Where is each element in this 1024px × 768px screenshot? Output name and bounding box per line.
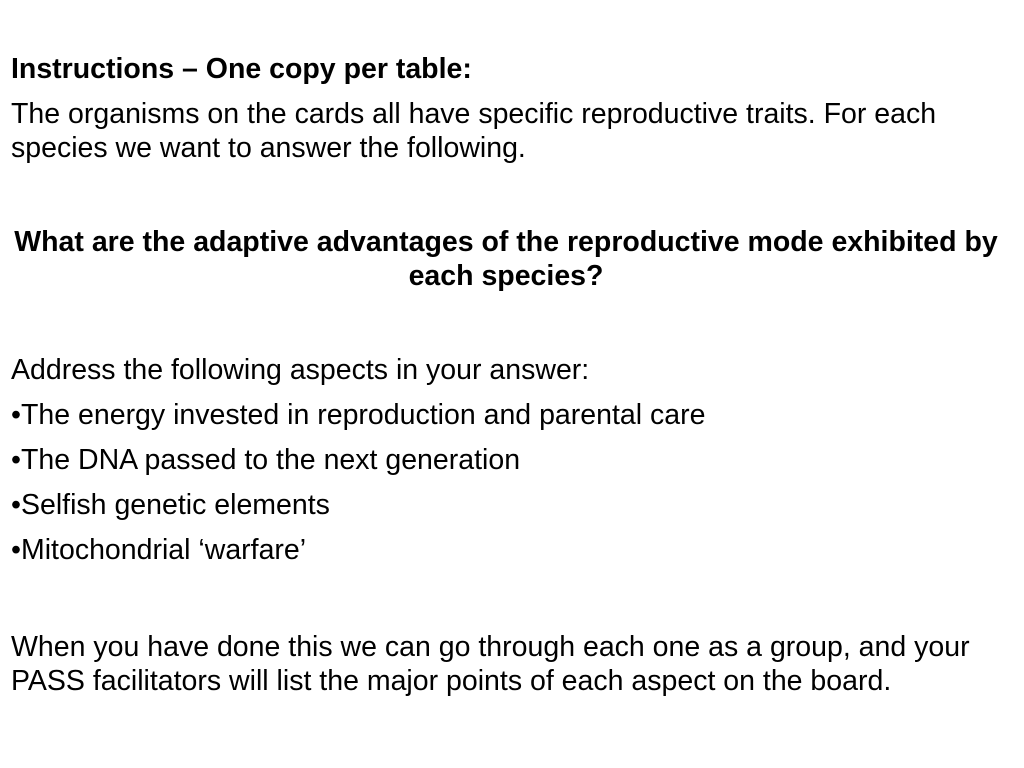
list-item bbox=[11, 443, 1001, 477]
list-item bbox=[11, 533, 1001, 567]
bullet-icon: • bbox=[11, 399, 21, 431]
key-question: What are the adaptive advantages of the reproductive mode exhibited by each species? bbox=[14, 226, 998, 292]
list-item bbox=[11, 488, 1001, 522]
address-intro: Address the following aspects in your answer: bbox=[11, 354, 590, 386]
instructions-heading: Instructions – One copy per table: bbox=[11, 53, 472, 85]
list-item-text: Selfish genetic elements bbox=[20, 489, 330, 521]
list-item-text: The DNA passed to the next generation bbox=[20, 444, 521, 476]
list-item-text: The energy invested in reproduction and parental care bbox=[20, 399, 706, 431]
closing-paragraph: When you have done this we can go through each one as a group, and your PASS facilitators will list the major points of each aspect on the board. bbox=[11, 631, 970, 697]
bullet-icon: • bbox=[11, 534, 21, 566]
list-item-text: Mitochondrial ‘warfare’ bbox=[20, 534, 307, 566]
bullet-icon: • bbox=[11, 489, 21, 521]
list-item bbox=[11, 398, 1001, 432]
intro-paragraph: The organisms on the cards all have specific reproductive traits. For each species we want to answer the following. bbox=[11, 98, 937, 164]
bullet-icon: • bbox=[11, 444, 21, 476]
aspect-list bbox=[11, 398, 1001, 578]
